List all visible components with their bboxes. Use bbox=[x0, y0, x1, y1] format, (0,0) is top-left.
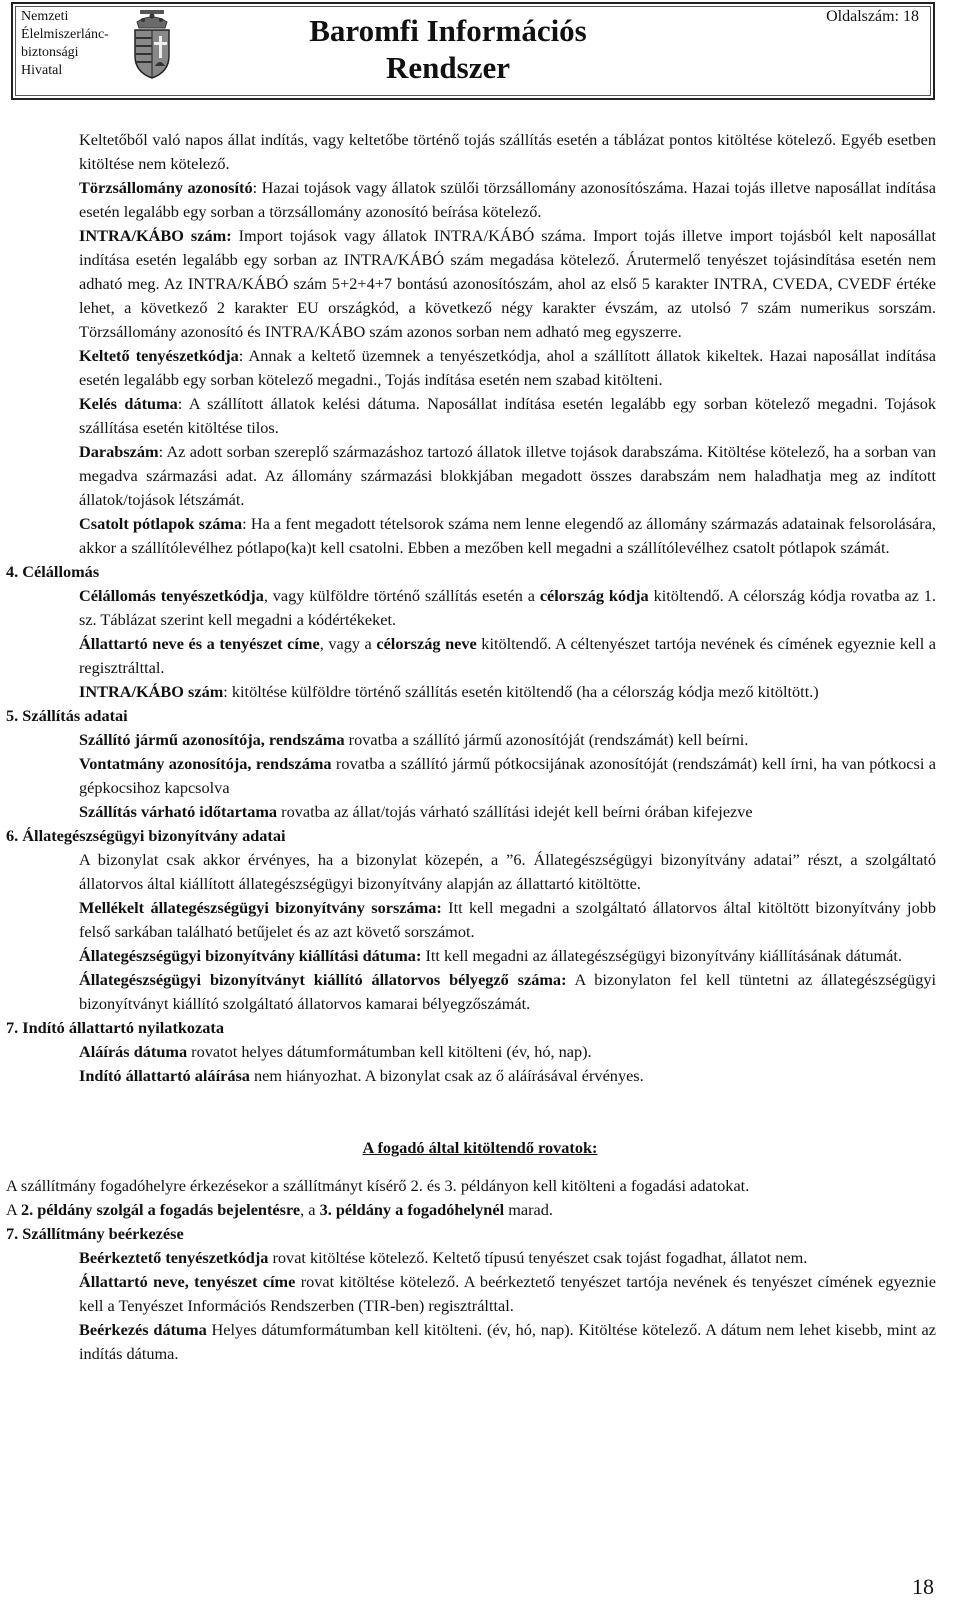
term: Állategészségügyi bizonyítványt kiállító állatorvos bélyegző száma: bbox=[79, 970, 567, 989]
section-heading-5: 5. Szállítás adatai bbox=[6, 706, 128, 725]
definition: rovatba a szállító jármű pótkocsijának azonosítóját (rendszámát) kell írni, ha van pótkocsi a gépkocsihoz kapcsolva bbox=[79, 754, 936, 797]
paragraph bbox=[79, 752, 936, 800]
paragraph bbox=[79, 392, 936, 440]
term: Törzsállomány azonosító bbox=[79, 178, 253, 197]
agency-line: Hivatal bbox=[21, 63, 63, 78]
term: célország neve bbox=[376, 634, 477, 653]
definition: rovatot helyes dátumformátumban kell kitölteni (év, hó, nap). bbox=[187, 1042, 592, 1061]
receiver-heading: A fogadó által kitöltendő rovatok: bbox=[362, 1138, 598, 1157]
paragraph bbox=[79, 1318, 936, 1366]
title-line: Rendszer bbox=[386, 50, 510, 85]
definition: : Az adott sorban szereplő származáshoz tartozó állatok illetve tojások darabszáma. Kitöltése kötelező, ha a sorban van megadva származási adat. Az állomány származási blokkjában megadott összes darabszám nem haladhatja meg az indított állatok/tojások létszámát. bbox=[79, 442, 936, 509]
definition: : Hazai tojások vagy állatok szülői törzsállomány azonosítószáma. Hazai tojás illetve naposállat indítása esetén legalább egy sorban a törzsállomány azonosító beírása kötelező. bbox=[79, 178, 936, 221]
agency-line: biztonsági bbox=[21, 45, 79, 60]
term: Beérkezés dátuma bbox=[79, 1320, 207, 1339]
term: Állategészségügyi bizonyítvány kiállítási dátuma: bbox=[79, 946, 422, 965]
term: Darabszám bbox=[79, 442, 159, 461]
term: Szállító jármű azonosítója, rendszáma bbox=[79, 730, 345, 749]
definition: , vagy a bbox=[319, 634, 377, 653]
term: Aláírás dátuma bbox=[79, 1042, 188, 1061]
text-run: A bbox=[6, 1200, 21, 1219]
term: INTRA/KÁBO szám bbox=[79, 682, 224, 701]
definition: kitöltendő. A célország kódja rovatba az 1. sz. Táblázat szerint kell megadni a kódértékeket. bbox=[79, 586, 936, 629]
term: Mellékelt állategészségügyi bizonyítvány sorszáma: bbox=[79, 898, 442, 917]
definition: , vagy külföldre történő szállítás esetén a bbox=[263, 586, 540, 605]
paragraph bbox=[79, 512, 936, 560]
paragraph bbox=[79, 344, 936, 392]
definition: Helyes dátumformátumban kell kitölteni. (év, hó, nap). Kitöltése kötelező. A dátum nem lehet kisebb, mint az indítás dátuma. bbox=[79, 1320, 936, 1363]
paragraph bbox=[79, 224, 936, 344]
section-7a-body bbox=[0, 1040, 960, 1088]
page-label: Oldalszám: 18 bbox=[826, 8, 919, 25]
definition: Import tojások vagy állatok INTRA/KÁBÓ száma. Import tojás illetve import tojásból kelt naposállat indítása esetén legalább egy sorban az INTRA/KÁBÓ szám megadása kötelező. Árutermelő tenyészet tojásindítása esetén nem adható meg. Az INTRA/KÁBÓ szám 5+2+4+7 bontású azonosítószám, ahol az első 5 karakter INTRA, CVEDA, CVEDF értéke lehet, a következő 2 karakter EU országkód, a következő négy karakter évszám, az utolsó 7 szám numerikus sorszám. Törzsállomány azonosító és INTRA/KÁBO szám azonos sorban nem adható meg egyszerre. bbox=[79, 226, 936, 341]
definition: rovat kitöltése kötelező. Keltető típusú tenyészet csak tojást fogadhat, állatot nem. bbox=[268, 1248, 808, 1267]
definition: : A szállított állatok kelési dátuma. Naposállat indítása esetén legalább egy sorban kötelező megadni. Tojások szállítása esetén kitöltése tilos. bbox=[79, 394, 937, 437]
paragraph bbox=[79, 968, 936, 1016]
paragraph bbox=[79, 440, 936, 512]
definition: : kitöltése külföldre történő szállítás esetén kitöltendő (ha a célország kódja mező kitöltött.) bbox=[223, 682, 819, 701]
page-header bbox=[11, 2, 935, 100]
page-number: 18 bbox=[912, 1574, 934, 1599]
title-line: Baromfi Információs bbox=[309, 13, 587, 48]
definition: nem hiányozhat. A bizonylat csak az ő aláírásával érvényes. bbox=[249, 1066, 644, 1085]
paragraph: A szállítmány fogadóhelyre érkezésekor a szállítmányt kísérő 2. és 3. példányon kell kitölteni a fogadási adatokat. bbox=[6, 1176, 750, 1195]
section-heading-6: 6. Állategészségügyi bizonyítvány adatai bbox=[6, 826, 286, 845]
term: Állattartó neve és a tenyészet címe bbox=[79, 634, 320, 653]
paragraph bbox=[79, 680, 936, 704]
text-run: , a bbox=[300, 1200, 320, 1219]
agency-name bbox=[21, 8, 121, 80]
definition: rovatba az állat/tojás várható szállítási idejét kell beírni órában kifejezve bbox=[277, 802, 753, 821]
definition: Itt kell megadni az állategészségügyi bizonyítvány kiállításának dátumát. bbox=[421, 946, 902, 965]
paragraph bbox=[79, 896, 936, 944]
term: Keltető tenyészetkódja bbox=[79, 346, 239, 365]
paragraph: A bizonylat csak akkor érvényes, ha a bizonylat közepén, a ”6. Állategészségügyi bizonyítvány adatai” részt, a szolgáltató állatorvos által kiállított állategészségügyi bizonyítvány alapján az állattartó kitöltötte. bbox=[79, 850, 936, 893]
paragraph bbox=[79, 1040, 936, 1064]
section-heading-7b: 7. Szállítmány beérkezése bbox=[6, 1224, 184, 1243]
definition: kitöltendő. A céltenyészet tartója nevének és címének egyeznie kell a regisztrálttal. bbox=[79, 634, 936, 677]
paragraph bbox=[79, 176, 936, 224]
section-heading-4: 4. Célállomás bbox=[6, 562, 100, 581]
paragraph bbox=[79, 1270, 936, 1318]
agency-line: Élelmiszerlánc- bbox=[21, 27, 109, 42]
term: Beérkeztető tenyészetkódja bbox=[79, 1248, 269, 1267]
paragraph: Keltetőből való napos állat indítás, vagy keltetőbe történő tojás szállítás esetén a táblázat pontos kitöltése kötelező. Egyéb esetben kitöltése nem kötelező. bbox=[79, 130, 936, 173]
term: Kelés dátuma bbox=[79, 394, 178, 413]
term: INTRA/KÁBO szám: bbox=[79, 226, 232, 245]
term: Célállomás tenyészetkódja bbox=[79, 586, 264, 605]
term: 2. példány szolgál a fogadás bejelentésre bbox=[20, 1200, 301, 1219]
term: Csatolt pótlapok száma bbox=[79, 514, 243, 533]
definition: rovatba a szállító jármű azonosítóját (rendszámát) kell beírni. bbox=[344, 730, 749, 749]
paragraph bbox=[79, 728, 936, 752]
section-3-details bbox=[0, 128, 960, 560]
definition: rovat kitöltése kötelező. A beérkeztető tenyészet tartója nevének és tenyészet címének egyeznie kell a Tenyészet Információs Rendszerben (TIR-ben) regisztrálttal. bbox=[79, 1272, 936, 1315]
paragraph bbox=[79, 944, 936, 968]
definition: : Ha a fent megadott tételsorok száma nem lenne elegendő az állomány származás adatainak felsorolására, akkor a szállítólevélhez pótlapo(ka)t kell csatolni. Ebben a mezőben kell megadni a szállítólevélhez csatolt pótlapok számát. bbox=[79, 514, 936, 557]
term: Indító állattartó aláírása bbox=[79, 1066, 250, 1085]
section-7b-body bbox=[0, 1246, 960, 1366]
paragraph bbox=[79, 800, 936, 824]
term: Szállítás várható időtartama bbox=[79, 802, 278, 821]
paragraph bbox=[79, 584, 936, 632]
term: Vontatmány azonosítója, rendszáma bbox=[79, 754, 332, 773]
section-5-body bbox=[0, 728, 960, 824]
definition: Itt kell megadni a szolgáltató állatorvos által kitöltött bizonyítvány jobb felső sarkában található betűjelet és az azt követő sorszámot. bbox=[79, 898, 936, 941]
section-4-body bbox=[0, 584, 960, 704]
term: Állattartó neve, tenyészet címe bbox=[79, 1272, 296, 1291]
paragraph bbox=[79, 1064, 936, 1088]
system-title bbox=[183, 12, 713, 86]
definition: A bizonylaton fel kell tüntetni az állategészségügyi bizonyítványt kiállító szolgáltató állatorvos kamarai bélyegzőszámát. bbox=[79, 970, 936, 1013]
section-heading-7a: 7. Indító állattartó nyilatkozata bbox=[6, 1018, 224, 1037]
section-6-body bbox=[0, 848, 960, 1016]
definition: : Annak a keltető üzemnek a tenyészetkódja, ahol a szállított állatok kikeltek. Hazai naposállat indítása esetén legalább egy sorban kötelező megadni., Tojás indítása esetén nem szabad kitölteni. bbox=[79, 346, 936, 389]
text-run: marad. bbox=[504, 1200, 553, 1219]
coat-of-arms-icon bbox=[129, 10, 175, 80]
paragraph bbox=[0, 1198, 960, 1222]
paragraph bbox=[79, 632, 936, 680]
agency-line: Nemzeti bbox=[21, 9, 69, 24]
term: 3. példány a fogadóhelynél bbox=[319, 1200, 505, 1219]
term: célország kódja bbox=[539, 586, 649, 605]
document-body bbox=[0, 128, 960, 1366]
paragraph bbox=[79, 1246, 936, 1270]
